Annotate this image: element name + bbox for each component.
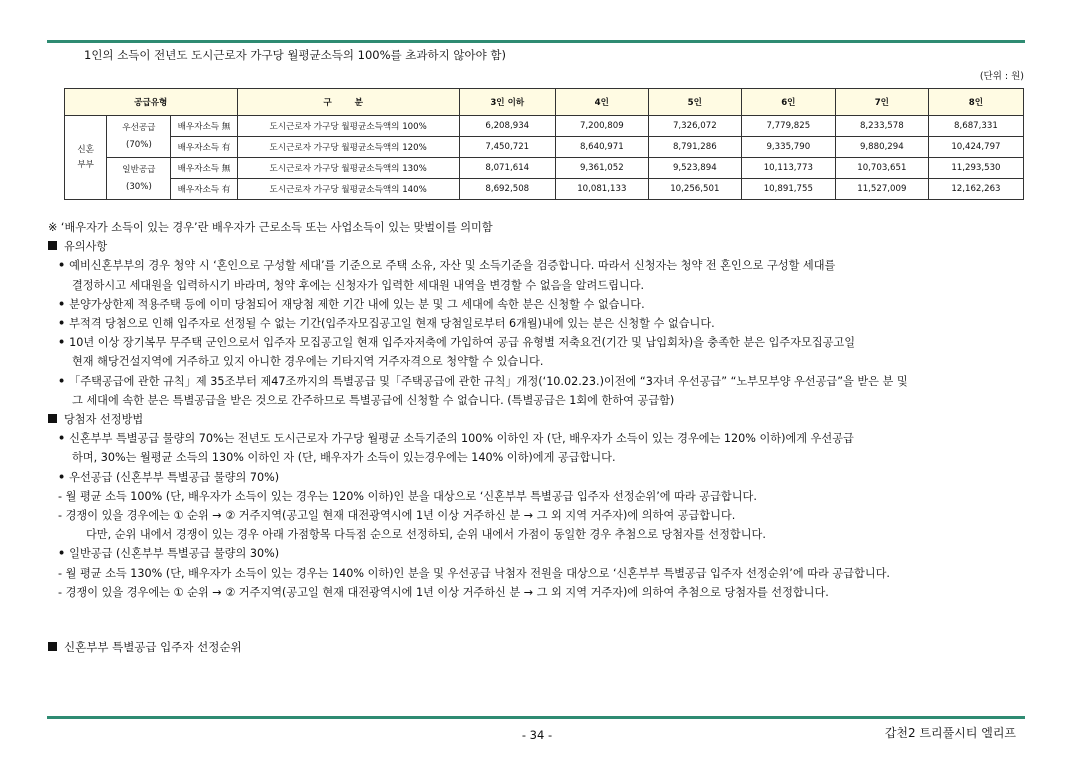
caution-heading xyxy=(48,237,1028,256)
bullet-icon: • xyxy=(58,374,66,388)
page-number: - 34 - xyxy=(521,728,553,742)
intro-text: 1인의 소득이 전년도 도시근로자 가구당 월평균소득의 100%를 초과하지 않아야 함) xyxy=(84,48,506,62)
value-cell: 8,640,971 xyxy=(555,137,648,158)
method-subitem: - 경쟁이 있을 경우에는 ① 순위 → ② 거주지역(공고일 현재 대전광역시에 1년 이상 거주하신 분 → 그 외 지역 거주자)에 의하여 추첨으로 당첨자를 선정합니다. xyxy=(58,585,829,599)
bullet-icon: • xyxy=(58,432,66,446)
value-cell: 6,208,934 xyxy=(459,116,555,137)
value-cell: 9,361,052 xyxy=(555,158,648,179)
bullet-icon: • xyxy=(58,297,66,311)
table-row xyxy=(65,116,1024,137)
caution-text-cont: 그 세대에 속한 분은 특별공급을 받은 것으로 간주하므로 특별공급에 신청할 수 없습니다. (특별공급은 1회에 한하여 공급함) xyxy=(72,393,675,407)
method-text-cont: 하며, 30%는 월평균 소득의 130% 이하인 자 (단, 배우자가 소득이 있는경우에는 140% 이하)에게 공급합니다. xyxy=(72,451,616,465)
notes-section xyxy=(48,218,1028,602)
selection-title: 신혼부부 특별공급 입주자 선정순위 xyxy=(64,640,242,654)
method-subitem-cont: 다만, 순위 내에서 경쟁이 있는 경우 아래 가점항목 다득점 순으로 선정하되, 순위 내에서 가점이 동일한 경우 추첨으로 당첨자를 선정합니다. xyxy=(86,528,766,542)
header-5: 5인 xyxy=(648,89,741,116)
header-supply-type: 공급유형 xyxy=(65,89,238,116)
footer-title: 갑천2 트리풀시티 엘리프 xyxy=(884,726,1016,740)
asterisk-note: ※ ‘배우자가 소득이 있는 경우’란 배우자가 근로소득 또는 사업소득이 있는 맞벌이를 의미함 xyxy=(48,221,493,234)
spouse-income-cell: 배우자소득 無 xyxy=(171,158,237,179)
value-cell: 11,293,530 xyxy=(928,158,1023,179)
caution-item xyxy=(48,314,1028,333)
method-item xyxy=(48,468,1028,487)
value-cell: 7,326,072 xyxy=(648,116,741,137)
value-cell: 11,527,009 xyxy=(835,179,928,200)
caution-text: 분양가상한제 적용주택 등에 이미 당첨되어 재당첨 제한 기간 내에 있는 분 및 그 세대에 속한 분은 신청할 수 없습니다. xyxy=(69,297,645,311)
criterion-cell: 도시근로자 가구당 월평균소득액의 100% xyxy=(237,116,459,137)
value-cell: 9,880,294 xyxy=(835,137,928,158)
bullet-icon: • xyxy=(58,336,66,350)
bullet-icon: • xyxy=(58,547,66,561)
value-cell: 10,113,773 xyxy=(741,158,835,179)
method-heading xyxy=(48,410,1028,429)
selection-heading xyxy=(48,639,242,655)
criterion-cell: 도시근로자 가구당 월평균소득액의 140% xyxy=(237,179,459,200)
value-cell: 8,071,614 xyxy=(459,158,555,179)
value-cell: 7,450,721 xyxy=(459,137,555,158)
header-8: 8인 xyxy=(928,89,1023,116)
criterion-cell: 도시근로자 가구당 월평균소득액의 120% xyxy=(237,137,459,158)
method-item xyxy=(48,544,1028,563)
value-cell: 8,687,331 xyxy=(928,116,1023,137)
unit-label: (단위 : 원) xyxy=(979,71,1024,82)
spouse-income-cell: 배우자소득 無 xyxy=(171,116,237,137)
caution-item xyxy=(48,256,1028,275)
bullet-icon: • xyxy=(58,470,66,484)
method-text: 일반공급 (신혼부부 특별공급 물량의 30%) xyxy=(69,547,280,561)
method-subitem: - 월 평균 소득 100% (단, 배우자가 소득이 있는 경우는 120% 이하)인 분을 대상으로 ‘신혼부부 특별공급 입주자 선정순위’에 따라 공급합니다. xyxy=(58,489,757,503)
value-cell: 12,162,263 xyxy=(928,179,1023,200)
caution-item xyxy=(48,333,1028,352)
header-category: 구 분 xyxy=(237,89,459,116)
general-supply-label: 일반공급 (30%) xyxy=(107,158,171,200)
caution-text: 「주택공급에 관한 규칙」제 35조부터 제47조까지의 특별공급 및「주택공급에 관한 규칙」개정(‘10.02.23.)이전에 “3자녀 우선공급” “노부모부양 우선공급”을 받은 분 및 xyxy=(69,374,908,388)
value-cell: 10,256,501 xyxy=(648,179,741,200)
criterion-cell: 도시근로자 가구당 월평균소득액의 130% xyxy=(237,158,459,179)
value-cell: 8,692,508 xyxy=(459,179,555,200)
caution-text: 예비신혼부부의 경우 청약 시 ‘혼인으로 구성할 세대’를 기준으로 주택 소유, 자산 및 소득기준을 검증합니다. 따라서 신청자는 청약 전 혼인으로 구성할 세대를 xyxy=(69,259,836,273)
method-subitem: - 월 평균 소득 130% (단, 배우자가 소득이 있는 경우는 140% 이하)인 분을 및 우선공급 낙첨자 전원을 대상으로 ‘신혼부부 특별공급 입주자 선정순위’에 따라 공급합니다. xyxy=(58,566,890,580)
spouse-income-cell: 배우자소득 有 xyxy=(171,179,237,200)
table-header-row xyxy=(65,89,1024,116)
header-3-or-less: 3인 이하 xyxy=(459,89,555,116)
top-rule xyxy=(47,40,1025,43)
value-cell: 9,335,790 xyxy=(741,137,835,158)
value-cell: 10,891,755 xyxy=(741,179,835,200)
method-text: 신혼부부 특별공급 물량의 70%는 전년도 도시근로자 가구당 월평균 소득기준의 100% 이하인 자 (단, 배우자가 소득이 있는 경우에는 120% 이하)에게 우선공급 xyxy=(69,432,854,446)
value-cell: 8,233,578 xyxy=(835,116,928,137)
value-cell: 10,081,133 xyxy=(555,179,648,200)
bullet-icon: • xyxy=(58,317,66,331)
method-subitem: - 경쟁이 있을 경우에는 ① 순위 → ② 거주지역(공고일 현재 대전광역시에 1년 이상 거주하신 분 → 그 외 지역 거주자)에 의하여 공급합니다. xyxy=(58,509,736,523)
value-cell: 7,200,809 xyxy=(555,116,648,137)
caution-text-cont: 결정하시고 세대원을 입력하시기 바라며, 청약 후에는 신청자가 입력한 세대원 내역을 변경할 수 없음을 알려드립니다. xyxy=(72,278,645,292)
header-4: 4인 xyxy=(555,89,648,116)
method-title: 당첨자 선정방법 xyxy=(64,413,144,427)
method-text: 우선공급 (신혼부부 특별공급 물량의 70%) xyxy=(69,470,280,484)
caution-text: 부적격 당첨으로 인해 입주자로 선정될 수 없는 기간(입주자모집공고일 현재 당첨일로부터 6개월)내에 있는 분은 신청할 수 없습니다. xyxy=(69,317,715,331)
caution-text: 10년 이상 장기복무 무주택 군인으로서 입주자 모집공고일 현재 입주자저축에 가입하여 공급 유형별 저축요건(기간 및 납입회차)을 충족한 분은 입주자모집공고일 xyxy=(69,336,856,350)
bullet-icon: • xyxy=(58,259,66,273)
caution-title: 유의사항 xyxy=(64,240,108,254)
table-row xyxy=(65,158,1024,179)
table-row xyxy=(65,137,1024,158)
value-cell: 10,424,797 xyxy=(928,137,1023,158)
header-6: 6인 xyxy=(741,89,835,116)
value-cell: 7,779,825 xyxy=(741,116,835,137)
table-row xyxy=(65,179,1024,200)
income-table xyxy=(64,88,1024,200)
spouse-income-cell: 배우자소득 有 xyxy=(171,137,237,158)
bottom-rule xyxy=(47,716,1025,719)
caution-text-cont: 현재 해당건설지역에 거주하고 있지 아니한 경우에는 기타지역 거주자격으로 청약할 수 있습니다. xyxy=(72,355,544,369)
value-cell: 8,791,286 xyxy=(648,137,741,158)
value-cell: 9,523,894 xyxy=(648,158,741,179)
header-7: 7인 xyxy=(835,89,928,116)
caution-item xyxy=(48,295,1028,314)
caution-item xyxy=(48,372,1028,391)
value-cell: 10,703,651 xyxy=(835,158,928,179)
priority-supply-label: 우선공급 (70%) xyxy=(107,116,171,158)
group-label-newlywed: 신혼 부부 xyxy=(65,116,107,200)
method-item xyxy=(48,429,1028,448)
